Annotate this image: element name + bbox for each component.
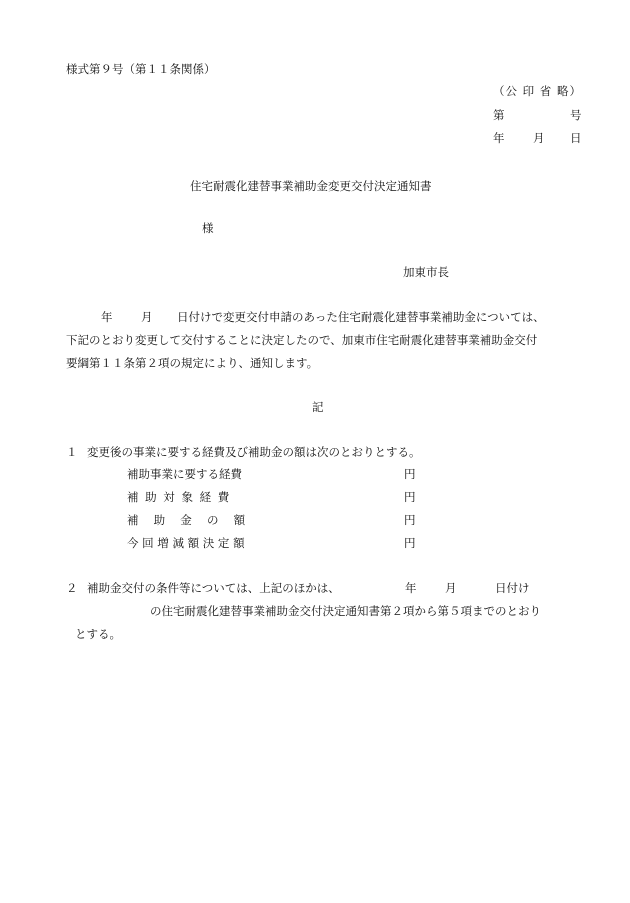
addressee-sama: 様 — [202, 221, 214, 235]
item-1-number: １ — [66, 445, 78, 459]
item-1-text: 変更後の事業に要する経費及び補助金の額は次のとおりとする。 — [87, 445, 421, 459]
item-2-year: 年 — [405, 581, 417, 595]
body-line-1: 日付けで変更交付申請のあった住宅耐震化建替事業補助金については、 — [177, 310, 545, 324]
item-2-line-2: の住宅耐震化建替事業補助金交付決定通知書第２項から第５項までのとおり — [150, 604, 541, 618]
amount-row-unit: 円 — [404, 467, 416, 481]
date-year: 年 — [493, 131, 505, 145]
amount-row-label: 補 助 金 の 額 — [127, 513, 246, 527]
reference-number-go: 号 — [570, 108, 582, 122]
date-month: 月 — [533, 131, 545, 145]
issuer-name: 加東市長 — [403, 265, 449, 279]
item-2-line-3: とする。 — [75, 627, 121, 641]
amount-row-label: 補 助 対 象 経 費 — [127, 490, 231, 504]
body-month: 月 — [141, 310, 153, 324]
item-2-month: 月 — [445, 581, 457, 595]
body-year: 年 — [101, 310, 113, 324]
body-line-3: 要綱第１１条第２項の規定により、通知します。 — [66, 356, 319, 370]
item-2-number: ２ — [66, 581, 78, 595]
item-2-text: 補助金交付の条件等については、上記のほかは、 — [87, 581, 340, 595]
seal-omitted-note: （公 印 省 略） — [493, 84, 582, 98]
body-line-2: 下記のとおり変更して交付することに決定したので、加東市住宅耐震化建替事業補助金交付 — [66, 333, 538, 347]
date-day: 日 — [570, 131, 582, 145]
amount-row-unit: 円 — [404, 513, 416, 527]
form-label: 様式第９号（第１１条関係） — [66, 62, 216, 76]
document-title: 住宅耐震化建替事業補助金変更交付決定通知書 — [190, 179, 432, 193]
item-2-dated: 日付け — [495, 581, 530, 595]
amount-row-unit: 円 — [404, 490, 416, 504]
ki-heading: 記 — [312, 400, 324, 414]
amount-row-label: 今 回 増 減 額 決 定 額 — [127, 536, 245, 550]
reference-number-dai: 第 — [493, 108, 505, 122]
amount-row-unit: 円 — [404, 536, 416, 550]
amount-row-label: 補助事業に要する経費 — [127, 467, 242, 481]
